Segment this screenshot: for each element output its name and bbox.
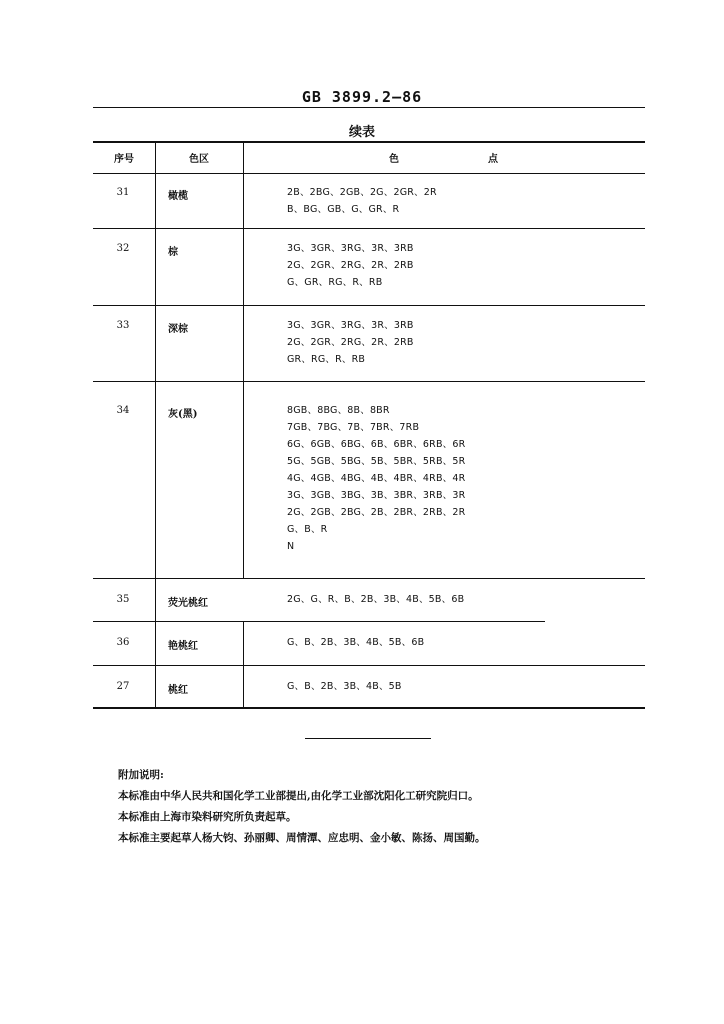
row-divider xyxy=(93,578,645,579)
additional-notes xyxy=(118,765,486,849)
row-points xyxy=(287,402,465,555)
row-no: 31 xyxy=(116,187,130,198)
row-area: 灰(黑) xyxy=(168,409,198,420)
row-points xyxy=(287,317,414,368)
point-line: 4G、4GB、4BG、4B、4BR、4RB、4R xyxy=(287,473,466,484)
header-bottom-rule xyxy=(93,173,645,174)
col-divider xyxy=(243,621,244,708)
point-line: N xyxy=(287,541,295,552)
table-top-rule xyxy=(93,141,645,143)
point-line: 2G、2GR、2RG、2R、2RB xyxy=(287,337,414,348)
row-no: 35 xyxy=(116,594,130,605)
col-divider xyxy=(243,141,244,578)
notes-line: 本标准由中华人民共和国化学工业部提出,由化学工业部沈阳化工研究院归口。 xyxy=(118,790,479,802)
header-points-left: 色 xyxy=(389,154,399,165)
header-area: 色区 xyxy=(189,154,209,165)
notes-line: 本标准主要起草人杨大钧、孙丽卿、周情潭、应忠明、金小敏、陈扬、周国勤。 xyxy=(118,832,486,844)
point-line: G、B、2B、3B、4B、5B xyxy=(287,681,402,692)
row-divider xyxy=(93,381,645,382)
table-caption: 续表 xyxy=(348,125,375,140)
point-line: 8GB、8BG、8B、8BR xyxy=(287,405,390,416)
col-divider xyxy=(155,141,156,708)
point-line: G、B、R xyxy=(287,524,328,535)
row-area: 桃红 xyxy=(168,685,188,696)
point-line: 6G、6GB、6BG、6B、6BR、6RB、6R xyxy=(287,439,466,450)
row-points xyxy=(287,184,437,218)
header-no: 序号 xyxy=(114,154,134,165)
row-divider xyxy=(93,305,645,306)
row-points xyxy=(287,591,464,608)
point-line: 2G、2GR、2RG、2R、2RB xyxy=(287,260,414,271)
point-line: GR、RG、R、RB xyxy=(287,354,366,365)
row-no: 33 xyxy=(116,320,130,331)
row-area: 棕 xyxy=(168,247,178,258)
header-points-right: 点 xyxy=(488,154,498,165)
notes-title: 附加说明: xyxy=(118,769,164,781)
point-line: 2G、G、R、B、2B、3B、4B、5B、6B xyxy=(287,594,465,605)
point-line: 3G、3GR、3RG、3R、3RB xyxy=(287,320,414,331)
row-points xyxy=(287,678,402,695)
table-bottom-rule xyxy=(93,707,645,709)
end-rule xyxy=(305,738,431,739)
point-line: 2B、2BG、2GB、2G、2GR、2R xyxy=(287,187,437,198)
point-line: 3G、3GR、3RG、3R、3RB xyxy=(287,243,414,254)
row-area: 艳桃红 xyxy=(168,641,198,652)
point-line: G、B、2B、3B、4B、5B、6B xyxy=(287,637,425,648)
row-points xyxy=(287,634,424,651)
point-line: 5G、5GB、5BG、5B、5BR、5RB、5R xyxy=(287,456,466,467)
point-line: G、GR、RG、R、RB xyxy=(287,277,383,288)
row-divider xyxy=(93,228,645,229)
point-line: 2G、2GB、2BG、2B、2BR、2RB、2R xyxy=(287,507,466,518)
header-rule xyxy=(93,107,645,108)
row-area: 荧光桃红 xyxy=(168,598,208,609)
row-divider xyxy=(93,621,545,622)
notes-line: 本标准由上海市染料研究所负责起草。 xyxy=(118,811,297,823)
row-no: 27 xyxy=(116,681,130,692)
point-line: 3G、3GB、3BG、3B、3BR、3RB、3R xyxy=(287,490,466,501)
row-area: 深棕 xyxy=(168,324,188,335)
row-points xyxy=(287,240,414,291)
point-line: 7GB、7BG、7B、7BR、7RB xyxy=(287,422,420,433)
point-line: B、BG、GB、G、GR、R xyxy=(287,204,400,215)
row-area: 橄榄 xyxy=(168,191,188,202)
row-no: 36 xyxy=(116,637,130,648)
standard-code: GB 3899.2—86 xyxy=(301,88,423,106)
row-no: 34 xyxy=(116,405,130,416)
row-no: 32 xyxy=(116,243,130,254)
row-divider xyxy=(93,665,645,666)
